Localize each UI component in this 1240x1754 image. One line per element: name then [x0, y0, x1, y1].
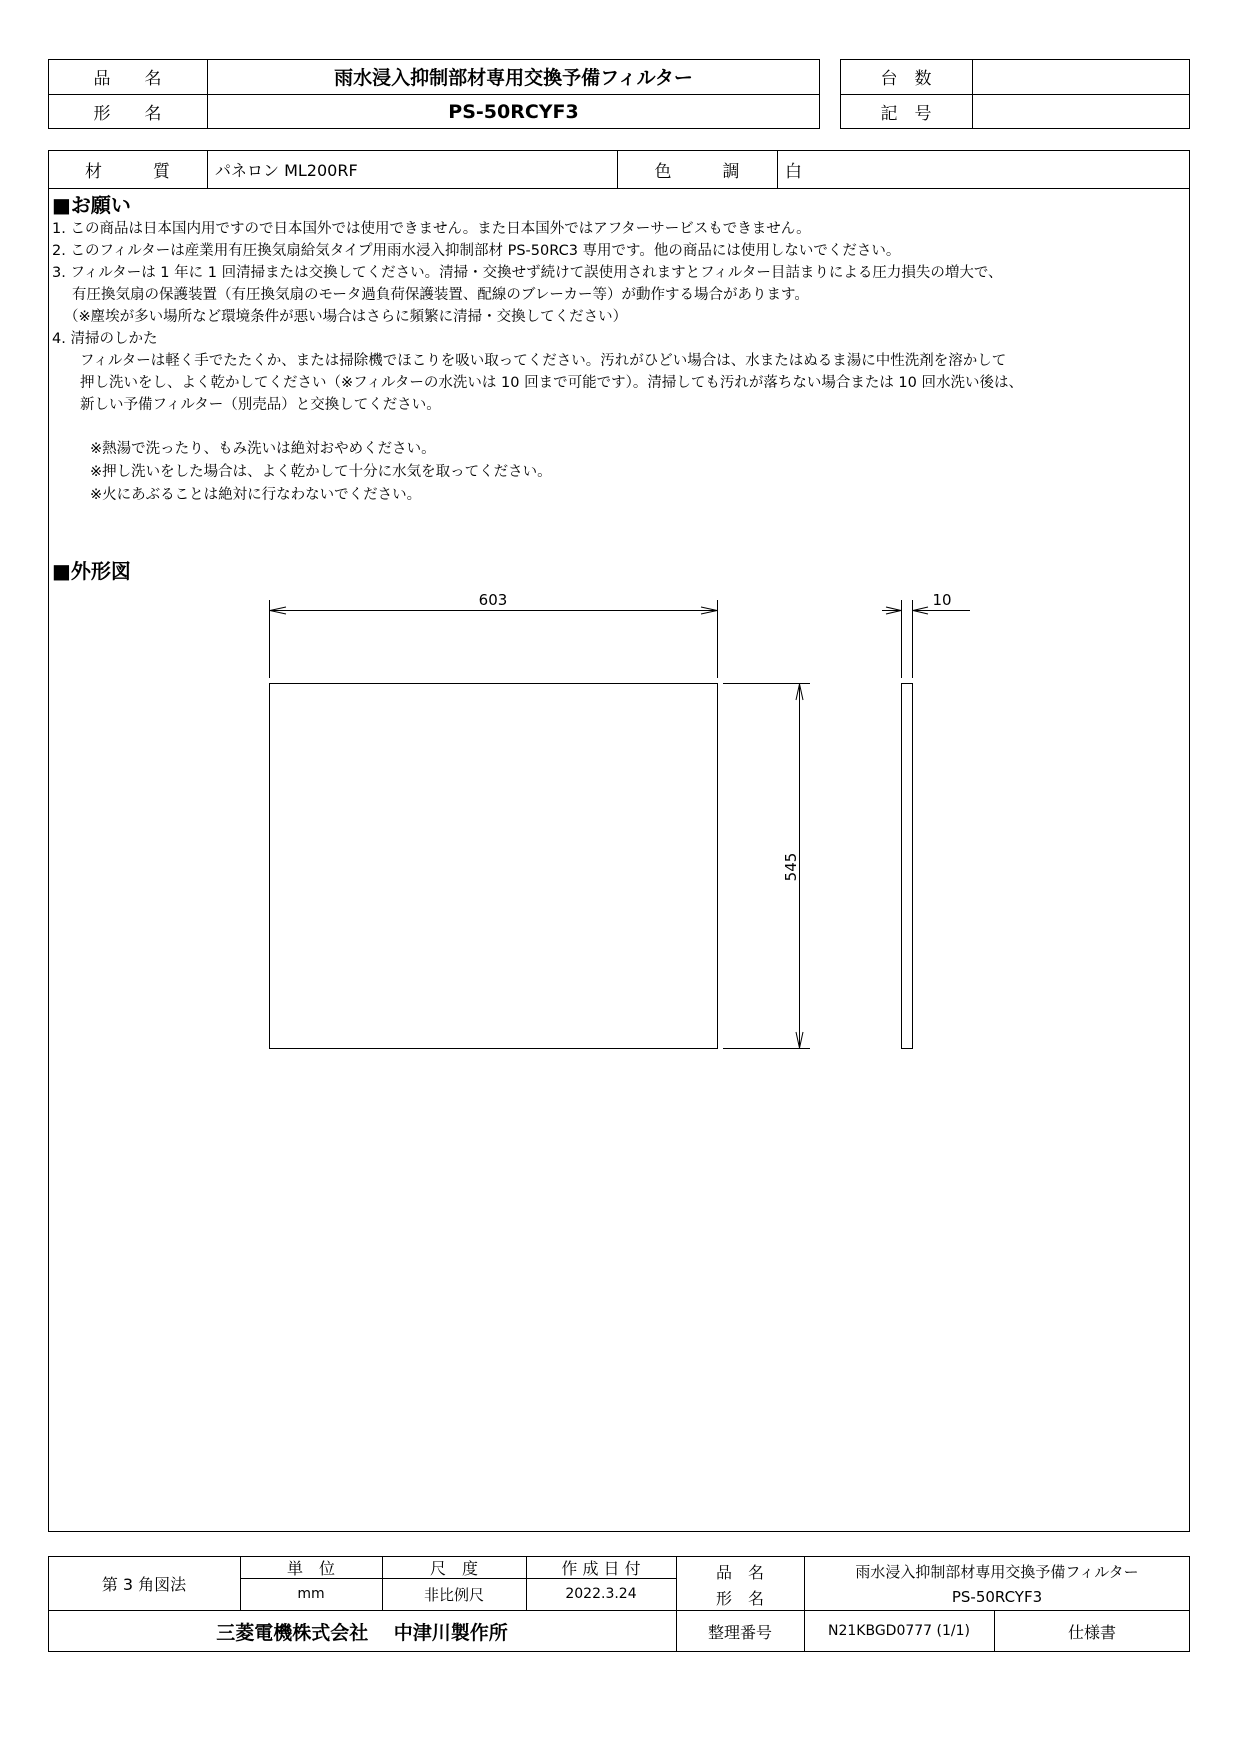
note-item-2: 2. このフィルターは産業用有圧換気扇給気タイプ用雨水浸入抑制部材 PS-50RC3 専用です。他の商品には使用しないでください。: [52, 243, 901, 259]
note-item-4-title: 4. 清掃のしかた: [52, 331, 158, 347]
outline-drawing: [0, 590, 1240, 1690]
material-label: 材 質: [85, 161, 170, 182]
note-item-4-line-3: 新しい予備フィルター（別売品）と交換してください。: [80, 397, 441, 413]
projection-method: 第 3 角図法: [101, 1574, 187, 1594]
unit-value: mm: [297, 1586, 325, 1602]
unit-label: 単 位: [286, 1558, 335, 1578]
scale-value: 非比例尺: [423, 1585, 484, 1604]
side-view: [902, 684, 913, 1049]
katamei-value: PS-50RCYF3: [448, 100, 579, 123]
note-item-4-line-2: 押し洗いをし、よく乾かしてください（※フィルターの水洗いは 10 回まで可能です）。清掃しても汚れが落ちない場合または 10 回水洗い後は、: [80, 375, 1023, 391]
kigou-value: [972, 94, 1190, 129]
footer-katamei-label: 形 名: [715, 1588, 764, 1608]
thickness-dimension-label: 10: [932, 591, 952, 609]
kigou-label: 記 号: [880, 104, 932, 124]
note-item-3-line-3: （※塵埃が多い場所など環境条件が悪い場合はさらに頻繁に清掃・交換してください）: [64, 309, 628, 325]
date-value: 2022.3.24: [565, 1586, 637, 1602]
document-type: 仕様書: [1067, 1622, 1116, 1642]
material-value: パネロン ML200RF: [215, 160, 358, 180]
hinmei-value: 雨水浸入抑制部材専用交換予備フィルター: [334, 67, 693, 89]
scale-label: 尺 度: [429, 1558, 478, 1578]
company-name: 三菱電機株式会社 中津川製作所: [216, 1621, 508, 1644]
date-label: 作 成 日 付: [561, 1558, 641, 1578]
color-label: 色 調: [654, 161, 740, 182]
note-item-4: [52, 328, 1192, 416]
footer-katamei-value: PS-50RCYF3: [951, 1588, 1043, 1606]
daisu-label: 台 数: [880, 69, 932, 89]
seiri-label: 整理番号: [707, 1622, 772, 1642]
warning-1: ※熱湯で洗ったり、もみ洗いは絶対おやめください。: [90, 441, 436, 457]
footer-hinmei-value: 雨水浸入抑制部材専用交換予備フィルター: [855, 1562, 1139, 1581]
warning-2: ※押し洗いをした場合は、よく乾かして十分に水気を取ってください。: [90, 464, 552, 480]
seiri-value: N21KBGD0777 (1/1): [828, 1623, 970, 1639]
width-dimension-label: 603: [478, 591, 508, 609]
front-view: [270, 684, 718, 1049]
note-item-3-line-2: 有圧換気扇の保護装置（有圧換気扇のモータ過負荷保護装置、配線のブレーカー等）が動作する場合があります。: [72, 287, 809, 303]
hinmei-label: 品 名: [93, 69, 162, 89]
warning-3: ※火にあぶることは絶対に行なわないでください。: [90, 487, 422, 503]
daisu-value: [972, 59, 1190, 94]
footer-hinmei-label: 品 名: [715, 1562, 764, 1582]
note-item-1: 1. この商品は日本国内用ですので日本国外では使用できません。また日本国外ではアフターサービスもできません。: [52, 221, 811, 237]
note-item-4-line-1: フィルターは軽く手でたたくか、または掃除機でほこりを吸い取ってください。汚れがひどい場合は、水またはぬるま湯に中性洗剤を溶かして: [80, 353, 1007, 369]
katamei-label: 形 名: [93, 104, 162, 124]
notes-section: [52, 192, 1192, 507]
color-value: 白: [785, 161, 802, 182]
height-dimension-label: 545: [782, 852, 800, 882]
note-item-3: [52, 262, 1192, 328]
note-item-3-line-1: 3. フィルターは 1 年に 1 回清掃または交換してください。清掃・交換せず続けて誤使用されますとフィルター目詰まりによる圧力損失の増大で、: [52, 265, 1003, 281]
notes-title: ■お願い: [52, 193, 131, 217]
drawing-title: ■外形図: [52, 559, 131, 583]
spec-row-bottom: [48, 188, 1190, 189]
